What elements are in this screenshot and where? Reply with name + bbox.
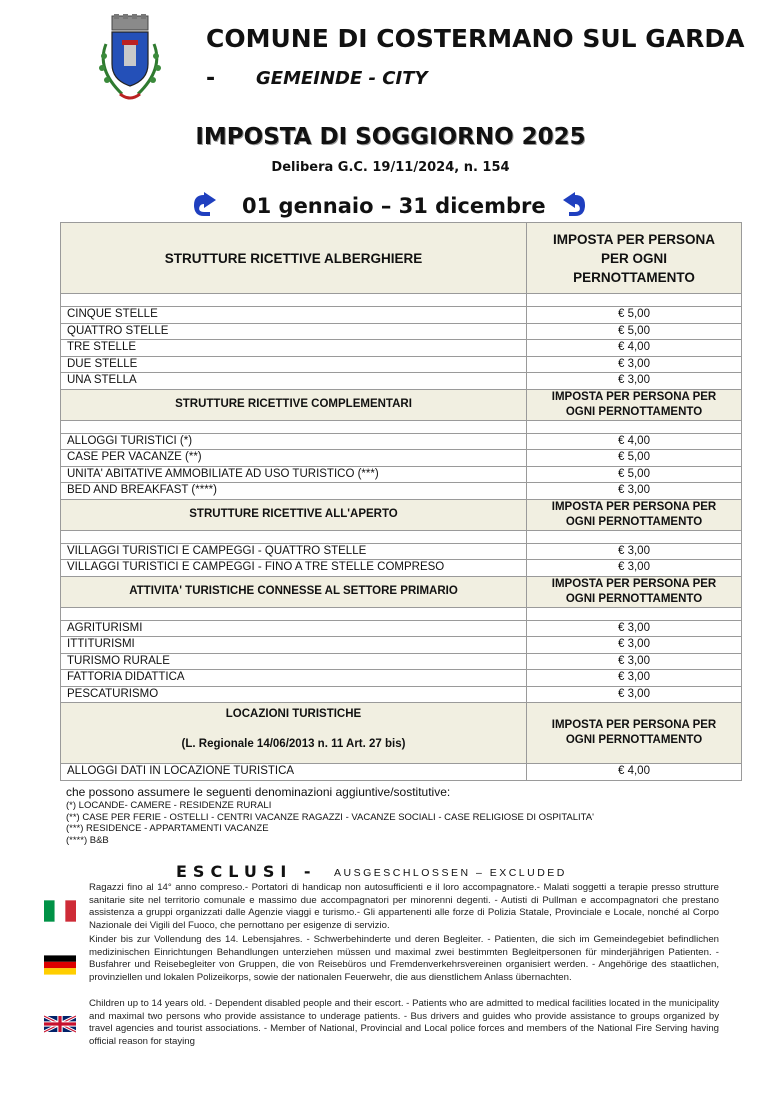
row-value: € 3,00 (527, 483, 742, 500)
table-row (61, 637, 742, 654)
row-value: € 3,00 (527, 373, 742, 390)
row-value: € 5,00 (527, 466, 742, 483)
rate-heading-line: IMPOSTA PER PERSONA (552, 231, 716, 247)
rate-heading-line: OGNI PERNOTTAMENTO (565, 734, 703, 746)
row-label: UNA STELLA (61, 373, 527, 390)
row-value: € 3,00 (527, 543, 742, 560)
exclusions-german: Kinder bis zur Vollendung des 14. Lebensjahres. - Schwerbehinderte und deren Begleiter. - Patienten, die sich im Gemeindegebiet befindlichen medizinischen Einrichtungen Behandlungen unterziehen müssen und maximal zwei bestimmten Begleitpersonen für minderjährigen Patienten. - Busfahrer und Reisebegleiter von Gruppen, die von Reisebüros und Fremdenverkehrsvereinen organisiert werden. - Angehörige des staatlichen, provinziellen und lokalen Polizeikorps, sowie der nationalen Feuerwehr, die aus dienstlichem Anlass übernachten. (89, 934, 719, 983)
table-row (61, 560, 742, 577)
row-value: € 5,00 (527, 323, 742, 340)
table-row (61, 686, 742, 703)
row-label: UNITA' ABITATIVE AMMOBILIATE AD USO TURISTICO (***) (61, 466, 527, 483)
section-heading: ATTIVITA' TURISTICHE CONNESSE AL SETTORE PRIMARIO (61, 576, 527, 607)
section-header (61, 499, 742, 530)
footnote-item: (**) CASE PER FERIE - OSTELLI - CENTRI VACANZE RAGAZZI - VACANZE SOCIALI - CASE RELIGIOSE DI OSPITALITA' (66, 811, 594, 823)
rate-heading (527, 703, 742, 764)
spacer-cell (61, 420, 527, 433)
italian-flag-icon (44, 900, 76, 927)
header-dash: - (206, 66, 216, 91)
row-value: € 3,00 (527, 653, 742, 670)
table-row (61, 307, 742, 324)
table-row (61, 483, 742, 500)
table-row (61, 450, 742, 467)
row-label: BED AND BREAKFAST (****) (61, 483, 527, 500)
footnotes-lead: che possono assumere le seguenti denominazioni aggiuntive/sostitutive: (66, 785, 451, 799)
footnote-item: (*) LOCANDE- CAMERE - RESIDENZE RURALI (66, 800, 272, 811)
table-row (61, 620, 742, 637)
row-label: PESCATURISMO (61, 686, 527, 703)
row-label: CINQUE STELLE (61, 307, 527, 324)
rate-heading-line: IMPOSTA PER PERSONA PER (551, 390, 717, 403)
row-value: € 3,00 (527, 637, 742, 654)
row-label: CASE PER VACANZE (**) (61, 450, 527, 467)
section-heading: LOCAZIONI TURISTICHE (225, 708, 362, 720)
row-label: VILLAGGI TURISTICI E CAMPEGGI - FINO A TRE STELLE COMPRESO (61, 560, 527, 577)
spacer-cell (61, 294, 527, 307)
row-value: € 5,00 (527, 450, 742, 467)
spacer-row (61, 607, 742, 620)
footnotes (66, 786, 594, 846)
section-header (61, 703, 742, 764)
section-header (61, 223, 742, 294)
spacer-cell (527, 607, 742, 620)
section-heading-note: (L. Regionale 14/06/2013 n. 11 Art. 27 bis) (181, 738, 406, 750)
footnote-item: (****) B&B (66, 834, 109, 846)
row-label: DUE STELLE (61, 356, 527, 373)
section-header (61, 576, 742, 607)
german-flag-icon (44, 954, 76, 981)
uk-flag-icon (44, 1013, 76, 1040)
row-value: € 3,00 (527, 620, 742, 637)
row-label: VILLAGGI TURISTICI E CAMPEGGI - QUATTRO STELLE (61, 543, 527, 560)
municipality-subtitle: GEMEINDE - CITY (256, 68, 428, 89)
page-title: IMPOSTA DI SOGGIORNO 2025 (195, 124, 586, 150)
spacer-row (61, 294, 742, 307)
spacer-cell (61, 530, 527, 543)
validity-period: 01 gennaio – 31 dicembre (242, 194, 546, 218)
municipality-name: COMUNE DI COSTERMANO SUL GARDA (206, 24, 745, 53)
section-heading: STRUTTURE RICETTIVE COMPLEMENTARI (61, 389, 527, 420)
row-label: TURISMO RURALE (61, 653, 527, 670)
tax-rates-table (60, 222, 742, 781)
row-value: € 3,00 (527, 560, 742, 577)
section-heading: STRUTTURE RICETTIVE ALL'APERTO (61, 499, 527, 530)
rate-heading-line: PERNOTTAMENTO (573, 269, 695, 285)
rate-heading (527, 499, 742, 530)
exclusions-title: ESCLUSI - (176, 862, 317, 881)
rate-heading (527, 389, 742, 420)
row-value: € 3,00 (527, 670, 742, 687)
footnote-item: (***) RESIDENCE - APPARTAMENTI VACANZE (66, 823, 269, 834)
section-heading: STRUTTURE RICETTIVE ALBERGHIERE (61, 223, 527, 294)
table-row (61, 543, 742, 560)
period-row (0, 190, 781, 224)
rate-heading (527, 576, 742, 607)
table-row (61, 340, 742, 357)
exclusions-english: Children up to 14 years old. - Dependent disabled people and their escort. - Patients who are admitted to medical facilities located in the municipality and maximal two persons who provide assistance to underage patients. - Bus drivers and guides who provide assistance to groups organized by travel agencies and tourist associations. - Member of National, Provincial and Local police forces and members of the National Fire Serving having official reason for staying (89, 998, 719, 1047)
spacer-cell (527, 530, 742, 543)
section-header (61, 389, 742, 420)
rate-heading (527, 223, 742, 294)
spacer-row (61, 530, 742, 543)
exclusions-subtitle: AUSGESCHLOSSEN – EXCLUDED (334, 867, 567, 879)
table-row (61, 653, 742, 670)
spacer-cell (527, 420, 742, 433)
spacer-row (61, 420, 742, 433)
coat-of-arms-icon (92, 14, 168, 104)
table-row (61, 670, 742, 687)
row-value: € 4,00 (527, 433, 742, 450)
rate-heading-line: OGNI PERNOTTAMENTO (565, 592, 703, 605)
row-value: € 5,00 (527, 307, 742, 324)
row-label: QUATTRO STELLE (61, 323, 527, 340)
arrow-right-icon (190, 192, 218, 223)
section-heading-cell (61, 703, 527, 764)
rate-heading-line: PER OGNI (600, 250, 667, 266)
row-label: ITTITURISMI (61, 637, 527, 654)
rate-heading-line: OGNI PERNOTTAMENTO (565, 405, 703, 418)
delibera-reference: Delibera G.C. 19/11/2024, n. 154 (271, 160, 510, 175)
table-row (61, 466, 742, 483)
row-label: AGRITURISMI (61, 620, 527, 637)
row-value: € 4,00 (527, 340, 742, 357)
table-row (61, 433, 742, 450)
rate-heading-line: IMPOSTA PER PERSONA PER (551, 500, 717, 513)
table-row (61, 373, 742, 390)
exclusions-italian: Ragazzi fino al 14° anno compreso.- Portatori di handicap non autosufficienti e il loro accompagnatore.- Malati soggetti a terapie presso strutture sanitarie site nel territorio comunale e massimo due accompagnatori per minorenni degenti. - Autisti di Pullman e accompagnatori che prestano assistenza a gruppi organizzati dalle Agenzie viaggi e turismo.- Gli appartenenti alle forze di Polizia Statale, Provinciale e Locale, nonché al Corpo Nazionale dei Vigili del Fuoco, che pernottano per esigenze di servizio. (89, 882, 719, 931)
row-label: ALLOGGI TURISTICI (*) (61, 433, 527, 450)
row-value: € 3,00 (527, 356, 742, 373)
spacer-cell (527, 294, 742, 307)
table-row (61, 356, 742, 373)
arrow-left-icon (561, 192, 589, 223)
rate-heading-line: IMPOSTA PER PERSONA PER (551, 577, 717, 590)
rate-heading-line: IMPOSTA PER PERSONA PER (551, 719, 717, 731)
rate-heading-line: OGNI PERNOTTAMENTO (565, 515, 703, 528)
row-label: ALLOGGI DATI IN LOCAZIONE TURISTICA (61, 764, 527, 781)
row-label: TRE STELLE (61, 340, 527, 357)
row-value: € 4,00 (527, 764, 742, 781)
table-row (61, 764, 742, 781)
spacer-cell (61, 607, 527, 620)
table-row (61, 323, 742, 340)
row-value: € 3,00 (527, 686, 742, 703)
row-label: FATTORIA DIDATTICA (61, 670, 527, 687)
